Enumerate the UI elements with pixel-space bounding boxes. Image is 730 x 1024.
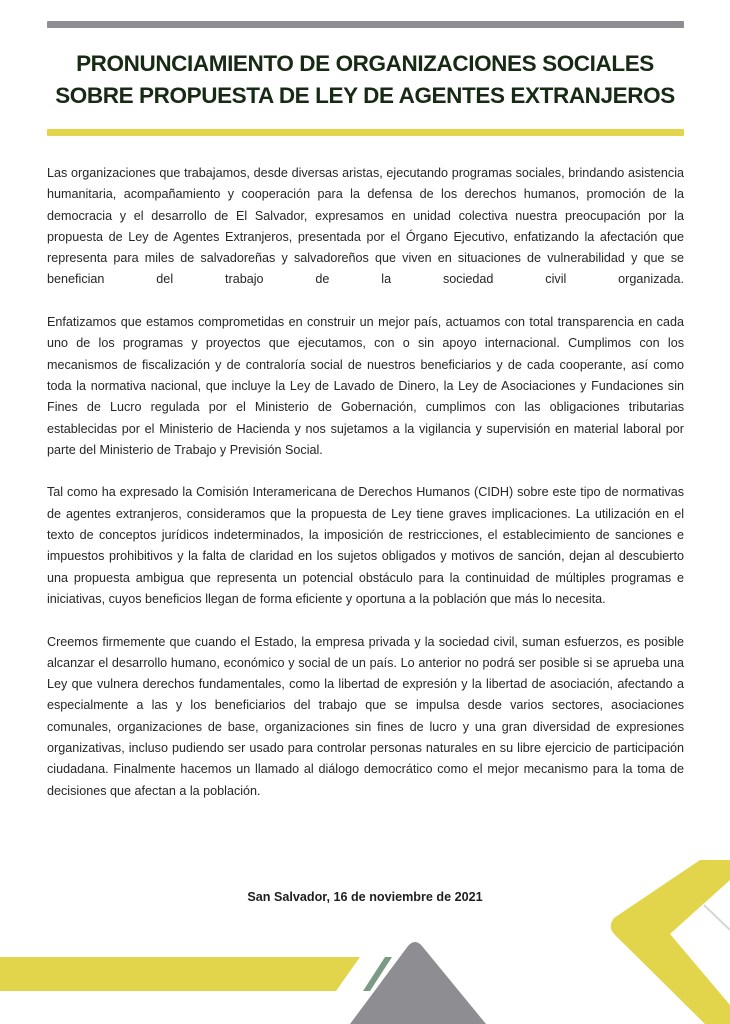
yellow-chevron-shape bbox=[611, 860, 730, 1024]
title-line-2: SOBRE PROPUESTA DE LEY DE AGENTES EXTRANJEROS bbox=[55, 83, 675, 108]
paragraph-3: Tal como ha expresado la Comisión Interamericana de Derechos Humanos (CIDH) sobre este tipo de normativas de agentes extranjeros, consideramos que la propuesta de Ley tiene graves implicaciones. La utilización en el texto de conceptos jurídicos indeterminados, la imposición de restricciones, el establecimiento de sanciones e impuestos prohibitivos y la falta de claridad en los sujetos obligados y motivos de sanción, dejan al descubierto una propuesta ambigua que representa un potencial obstáculo para la continuidad de múltiples programas e iniciativas, cuyos beneficios llegan de forma eficiente y oportuna a la población que más lo necesita. bbox=[47, 485, 684, 606]
yellow-band-shape bbox=[0, 957, 360, 991]
paragraph-2: Enfatizamos que estamos comprometidas en construir un mejor país, actuamos con total transparencia en cada uno de los programas y proyectos que ejecutamos, con o sin apoyo internacional. Cumplimos con los mecanismos de fiscalización y de contraloría social de nuestros beneficiarios y de cada cooperante, así como toda la normativa nacional, que incluye la Ley de Lavado de Dinero, la Ley de Asociaciones y Fundaciones sin Fines de Lucro regulada por el Ministerio de Gobernación, cumplimos con las obligaciones tributarias establecidas por el Ministerio de Hacienda y nos sujetamos a la vigilancia y supervisión en material laboral por parte del Ministerio de Trabajo y Previsión Social. bbox=[47, 315, 684, 457]
date-line: San Salvador, 16 de noviembre de 2021 bbox=[247, 890, 483, 904]
paragraph-1: Las organizaciones que trabajamos, desde diversas aristas, ejecutando programas sociales, brindando asistencia humanitaria, acompañamiento y cooperación para la defensa de los derechos humanos, promoción de la democracia y el desarrollo de El Salvador, expresamos en unidad colectiva nuestra preocupación por la propuesta de Ley de Agentes Extranjeros, presentada por el Órgano Ejecutivo, enfatizando la afectación que representa para miles de salvadoreñas y salvadoreños que viven en situaciones de vulnerabilidad y que se benefician del trabajo de la sociedad civil organizada. bbox=[47, 166, 684, 287]
thin-gray-line bbox=[704, 905, 730, 930]
paragraph-4: Creemos firmemente que cuando el Estado, la empresa privada y la sociedad civil, suman esfuerzos, es posible alcanzar el desarrollo humano, económico y social de un país. Lo anterior no podrá ser posible si se aprueba una Ley que vulnera derechos fundamentales, como la libertad de expresión y la libertad de asociación, afectando a especialmente a las y los beneficiarios del trabajo que se impulsa desde varios sectores, asociaciones comunales, organizaciones de base, organizaciones sin fines de lucro y una gran diversidad de expresiones organizativas, incluso pudiendo ser usado para controlar personas naturales en su libre ejercicio de participación ciudadana. Finalmente hacemos un llamado al diálogo democrático como el mejor mecanismo para la toma de decisiones que afectan a la población. bbox=[47, 634, 684, 798]
title-line-1: PRONUNCIAMIENTO DE ORGANIZACIONES SOCIALES bbox=[76, 51, 654, 76]
